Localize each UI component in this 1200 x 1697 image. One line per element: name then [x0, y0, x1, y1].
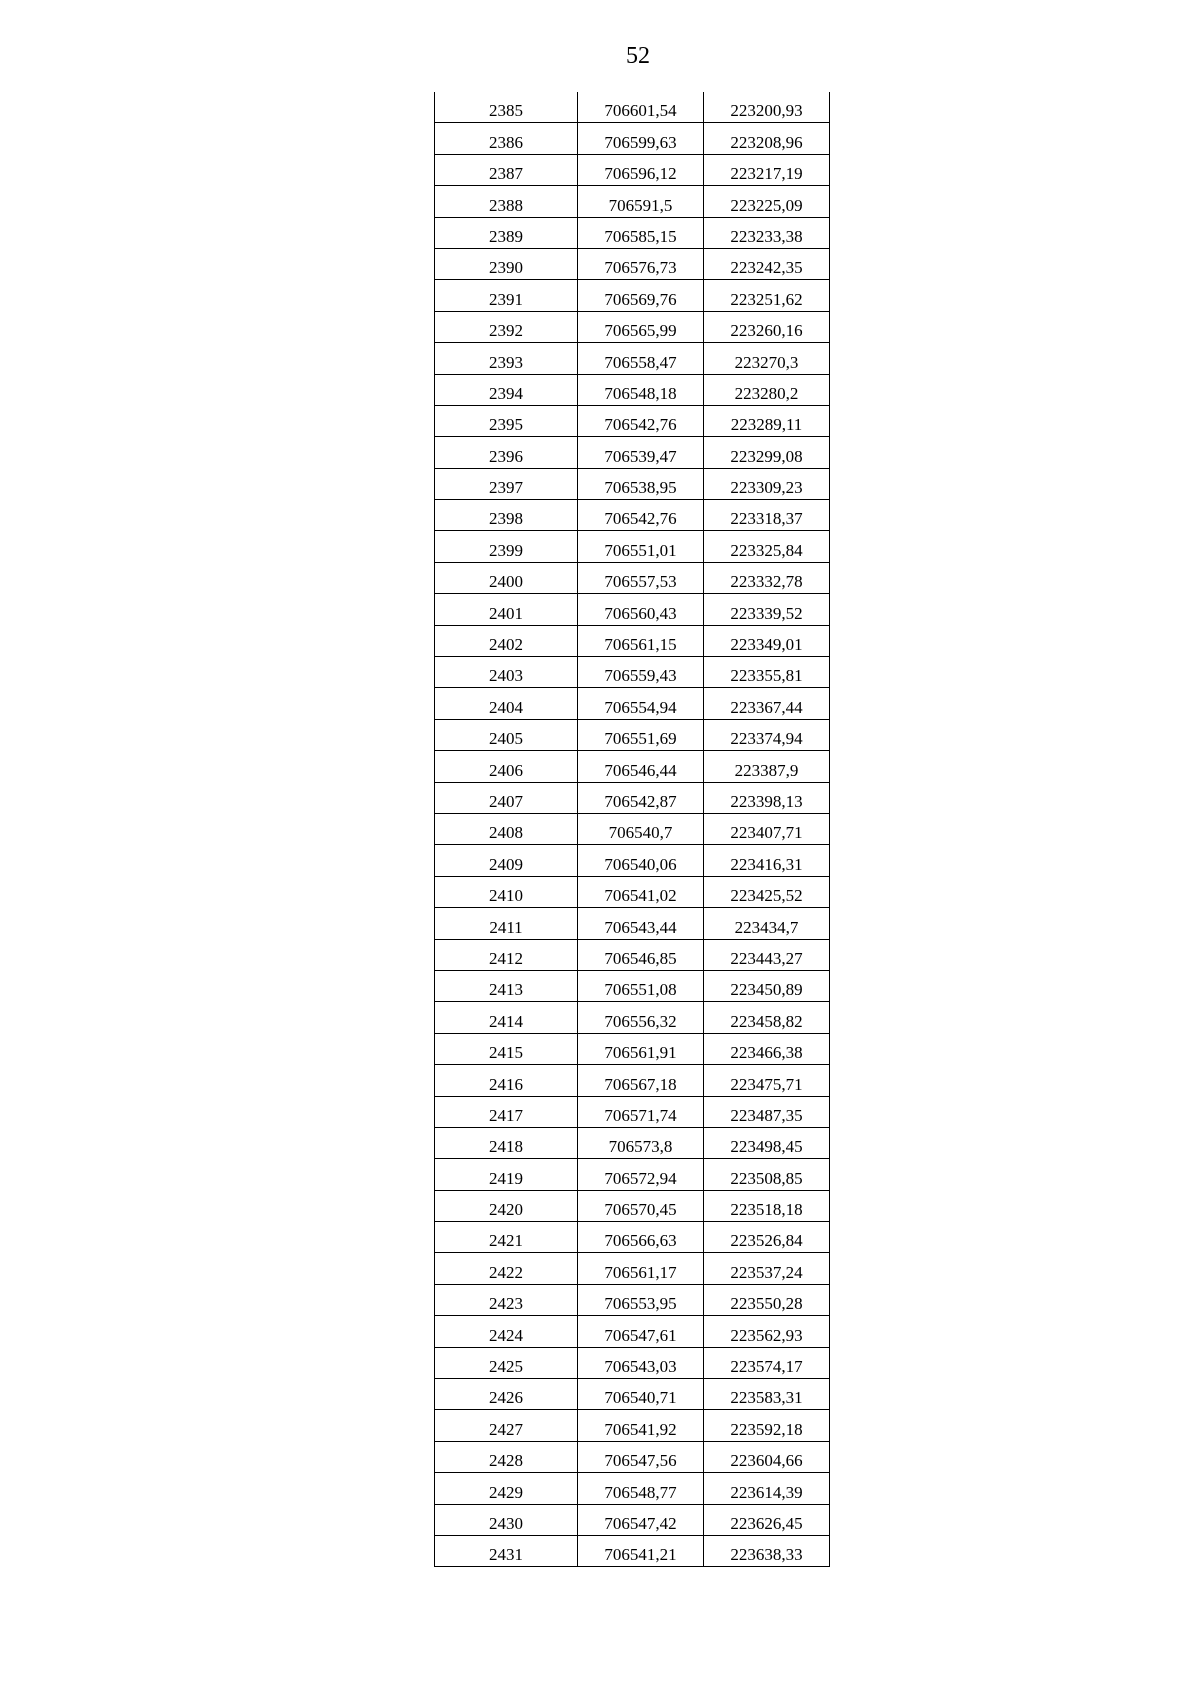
point-number-cell: 2413 — [435, 970, 578, 1001]
point-number-cell: 2394 — [435, 374, 578, 405]
x-coordinate-cell: 706542,76 — [578, 500, 704, 531]
x-coordinate-cell: 706556,32 — [578, 1002, 704, 1033]
point-number-cell: 2417 — [435, 1096, 578, 1127]
table-row — [435, 1347, 830, 1378]
x-coordinate-cell: 706565,99 — [578, 311, 704, 342]
table-row — [435, 594, 830, 625]
y-coordinate-cell: 223251,62 — [704, 280, 830, 311]
point-number-cell: 2397 — [435, 468, 578, 499]
table-row — [435, 1410, 830, 1441]
x-coordinate-cell: 706540,71 — [578, 1379, 704, 1410]
y-coordinate-cell: 223550,28 — [704, 1284, 830, 1315]
y-coordinate-cell: 223592,18 — [704, 1410, 830, 1441]
x-coordinate-cell: 706539,47 — [578, 437, 704, 468]
table-row — [435, 562, 830, 593]
y-coordinate-cell: 223309,23 — [704, 468, 830, 499]
x-coordinate-cell: 706546,44 — [578, 751, 704, 782]
x-coordinate-cell: 706557,53 — [578, 562, 704, 593]
x-coordinate-cell: 706540,7 — [578, 813, 704, 844]
table-row — [435, 625, 830, 656]
x-coordinate-cell: 706558,47 — [578, 343, 704, 374]
point-number-cell: 2415 — [435, 1033, 578, 1064]
table-row — [435, 1033, 830, 1064]
table-row — [435, 437, 830, 468]
point-number-cell: 2430 — [435, 1504, 578, 1535]
point-number-cell: 2385 — [435, 92, 578, 123]
y-coordinate-cell: 223355,81 — [704, 657, 830, 688]
point-number-cell: 2418 — [435, 1127, 578, 1158]
table-row — [435, 280, 830, 311]
table-row — [435, 1379, 830, 1410]
point-number-cell: 2419 — [435, 1159, 578, 1190]
table-row — [435, 782, 830, 813]
x-coordinate-cell: 706569,76 — [578, 280, 704, 311]
table-row — [435, 248, 830, 279]
y-coordinate-cell: 223434,7 — [704, 908, 830, 939]
point-number-cell: 2427 — [435, 1410, 578, 1441]
y-coordinate-cell: 223325,84 — [704, 531, 830, 562]
point-number-cell: 2411 — [435, 908, 578, 939]
x-coordinate-cell: 706547,61 — [578, 1316, 704, 1347]
y-coordinate-cell: 223270,3 — [704, 343, 830, 374]
y-coordinate-cell: 223242,35 — [704, 248, 830, 279]
point-number-cell: 2401 — [435, 594, 578, 625]
table-row — [435, 1504, 830, 1535]
table-row — [435, 970, 830, 1001]
x-coordinate-cell: 706561,91 — [578, 1033, 704, 1064]
point-number-cell: 2402 — [435, 625, 578, 656]
table-row — [435, 217, 830, 248]
x-coordinate-cell: 706546,85 — [578, 939, 704, 970]
x-coordinate-cell: 706553,95 — [578, 1284, 704, 1315]
table-row — [435, 311, 830, 342]
x-coordinate-cell: 706561,15 — [578, 625, 704, 656]
table-row — [435, 876, 830, 907]
table-row — [435, 1284, 830, 1315]
table-row — [435, 1127, 830, 1158]
y-coordinate-cell: 223200,93 — [704, 92, 830, 123]
y-coordinate-cell: 223443,27 — [704, 939, 830, 970]
point-number-cell: 2386 — [435, 123, 578, 154]
point-number-cell: 2398 — [435, 500, 578, 531]
y-coordinate-cell: 223518,18 — [704, 1190, 830, 1221]
y-coordinate-cell: 223537,24 — [704, 1253, 830, 1284]
x-coordinate-cell: 706547,56 — [578, 1441, 704, 1472]
x-coordinate-cell: 706543,03 — [578, 1347, 704, 1378]
point-number-cell: 2422 — [435, 1253, 578, 1284]
y-coordinate-cell: 223475,71 — [704, 1065, 830, 1096]
y-coordinate-cell: 223604,66 — [704, 1441, 830, 1472]
y-coordinate-cell: 223233,38 — [704, 217, 830, 248]
table-row — [435, 405, 830, 436]
x-coordinate-cell: 706541,21 — [578, 1535, 704, 1566]
x-coordinate-cell: 706599,63 — [578, 123, 704, 154]
y-coordinate-cell: 223299,08 — [704, 437, 830, 468]
point-number-cell: 2409 — [435, 845, 578, 876]
y-coordinate-cell: 223318,37 — [704, 500, 830, 531]
x-coordinate-cell: 706551,69 — [578, 719, 704, 750]
x-coordinate-cell: 706541,02 — [578, 876, 704, 907]
x-coordinate-cell: 706541,92 — [578, 1410, 704, 1441]
point-number-cell: 2396 — [435, 437, 578, 468]
x-coordinate-cell: 706551,01 — [578, 531, 704, 562]
y-coordinate-cell: 223425,52 — [704, 876, 830, 907]
y-coordinate-cell: 223583,31 — [704, 1379, 830, 1410]
x-coordinate-cell: 706554,94 — [578, 688, 704, 719]
table-row — [435, 92, 830, 123]
point-number-cell: 2393 — [435, 343, 578, 374]
y-coordinate-cell: 223280,2 — [704, 374, 830, 405]
table-row — [435, 1065, 830, 1096]
x-coordinate-cell: 706547,42 — [578, 1504, 704, 1535]
table-row — [435, 1473, 830, 1504]
x-coordinate-cell: 706601,54 — [578, 92, 704, 123]
x-coordinate-cell: 706596,12 — [578, 154, 704, 185]
page-number: 52 — [626, 43, 650, 69]
point-number-cell: 2387 — [435, 154, 578, 185]
table-row — [435, 154, 830, 185]
point-number-cell: 2392 — [435, 311, 578, 342]
y-coordinate-cell: 223498,45 — [704, 1127, 830, 1158]
table-row — [435, 1253, 830, 1284]
point-number-cell: 2416 — [435, 1065, 578, 1096]
y-coordinate-cell: 223225,09 — [704, 186, 830, 217]
point-number-cell: 2414 — [435, 1002, 578, 1033]
y-coordinate-cell: 223614,39 — [704, 1473, 830, 1504]
x-coordinate-cell: 706538,95 — [578, 468, 704, 499]
y-coordinate-cell: 223208,96 — [704, 123, 830, 154]
y-coordinate-cell: 223466,38 — [704, 1033, 830, 1064]
point-number-cell: 2425 — [435, 1347, 578, 1378]
table-row — [435, 845, 830, 876]
point-number-cell: 2388 — [435, 186, 578, 217]
point-number-cell: 2405 — [435, 719, 578, 750]
x-coordinate-cell: 706576,73 — [578, 248, 704, 279]
x-coordinate-cell: 706573,8 — [578, 1127, 704, 1158]
table-row — [435, 186, 830, 217]
table-row — [435, 1159, 830, 1190]
x-coordinate-cell: 706542,76 — [578, 405, 704, 436]
point-number-cell: 2410 — [435, 876, 578, 907]
point-number-cell: 2421 — [435, 1222, 578, 1253]
point-number-cell: 2429 — [435, 1473, 578, 1504]
point-number-cell: 2412 — [435, 939, 578, 970]
y-coordinate-cell: 223349,01 — [704, 625, 830, 656]
y-coordinate-cell: 223374,94 — [704, 719, 830, 750]
y-coordinate-cell: 223508,85 — [704, 1159, 830, 1190]
table-row — [435, 123, 830, 154]
table-row — [435, 1002, 830, 1033]
x-coordinate-cell: 706559,43 — [578, 657, 704, 688]
point-number-cell: 2403 — [435, 657, 578, 688]
x-coordinate-cell: 706571,74 — [578, 1096, 704, 1127]
y-coordinate-cell: 223398,13 — [704, 782, 830, 813]
x-coordinate-cell: 706540,06 — [578, 845, 704, 876]
y-coordinate-cell: 223260,16 — [704, 311, 830, 342]
x-coordinate-cell: 706560,43 — [578, 594, 704, 625]
coordinates-table-body — [435, 92, 830, 1567]
y-coordinate-cell: 223367,44 — [704, 688, 830, 719]
table-row — [435, 1535, 830, 1566]
x-coordinate-cell: 706561,17 — [578, 1253, 704, 1284]
table-row — [435, 1096, 830, 1127]
x-coordinate-cell: 706570,45 — [578, 1190, 704, 1221]
table-row — [435, 908, 830, 939]
point-number-cell: 2431 — [435, 1535, 578, 1566]
point-number-cell: 2426 — [435, 1379, 578, 1410]
point-number-cell: 2400 — [435, 562, 578, 593]
x-coordinate-cell: 706543,44 — [578, 908, 704, 939]
x-coordinate-cell: 706591,5 — [578, 186, 704, 217]
y-coordinate-cell: 223574,17 — [704, 1347, 830, 1378]
table-row — [435, 813, 830, 844]
y-coordinate-cell: 223526,84 — [704, 1222, 830, 1253]
y-coordinate-cell: 223289,11 — [704, 405, 830, 436]
table-row — [435, 1222, 830, 1253]
x-coordinate-cell: 706572,94 — [578, 1159, 704, 1190]
table-row — [435, 751, 830, 782]
x-coordinate-cell: 706548,77 — [578, 1473, 704, 1504]
x-coordinate-cell: 706551,08 — [578, 970, 704, 1001]
point-number-cell: 2408 — [435, 813, 578, 844]
y-coordinate-cell: 223562,93 — [704, 1316, 830, 1347]
x-coordinate-cell: 706548,18 — [578, 374, 704, 405]
y-coordinate-cell: 223450,89 — [704, 970, 830, 1001]
point-number-cell: 2407 — [435, 782, 578, 813]
table-row — [435, 688, 830, 719]
x-coordinate-cell: 706585,15 — [578, 217, 704, 248]
table-row — [435, 719, 830, 750]
point-number-cell: 2389 — [435, 217, 578, 248]
point-number-cell: 2391 — [435, 280, 578, 311]
y-coordinate-cell: 223387,9 — [704, 751, 830, 782]
table-row — [435, 939, 830, 970]
y-coordinate-cell: 223339,52 — [704, 594, 830, 625]
table-row — [435, 374, 830, 405]
x-coordinate-cell: 706566,63 — [578, 1222, 704, 1253]
point-number-cell: 2423 — [435, 1284, 578, 1315]
point-number-cell: 2420 — [435, 1190, 578, 1221]
y-coordinate-cell: 223407,71 — [704, 813, 830, 844]
table-row — [435, 468, 830, 499]
y-coordinate-cell: 223626,45 — [704, 1504, 830, 1535]
point-number-cell: 2428 — [435, 1441, 578, 1472]
point-number-cell: 2404 — [435, 688, 578, 719]
table-row — [435, 1316, 830, 1347]
table-row — [435, 500, 830, 531]
table-row — [435, 343, 830, 374]
point-number-cell: 2399 — [435, 531, 578, 562]
x-coordinate-cell: 706567,18 — [578, 1065, 704, 1096]
y-coordinate-cell: 223416,31 — [704, 845, 830, 876]
point-number-cell: 2390 — [435, 248, 578, 279]
y-coordinate-cell: 223332,78 — [704, 562, 830, 593]
x-coordinate-cell: 706542,87 — [578, 782, 704, 813]
y-coordinate-cell: 223217,19 — [704, 154, 830, 185]
point-number-cell: 2406 — [435, 751, 578, 782]
table-row — [435, 1190, 830, 1221]
table-row — [435, 657, 830, 688]
point-number-cell: 2424 — [435, 1316, 578, 1347]
table-row — [435, 1441, 830, 1472]
y-coordinate-cell: 223487,35 — [704, 1096, 830, 1127]
point-number-cell: 2395 — [435, 405, 578, 436]
table-row — [435, 531, 830, 562]
coordinates-table — [434, 92, 830, 1567]
y-coordinate-cell: 223458,82 — [704, 1002, 830, 1033]
y-coordinate-cell: 223638,33 — [704, 1535, 830, 1566]
